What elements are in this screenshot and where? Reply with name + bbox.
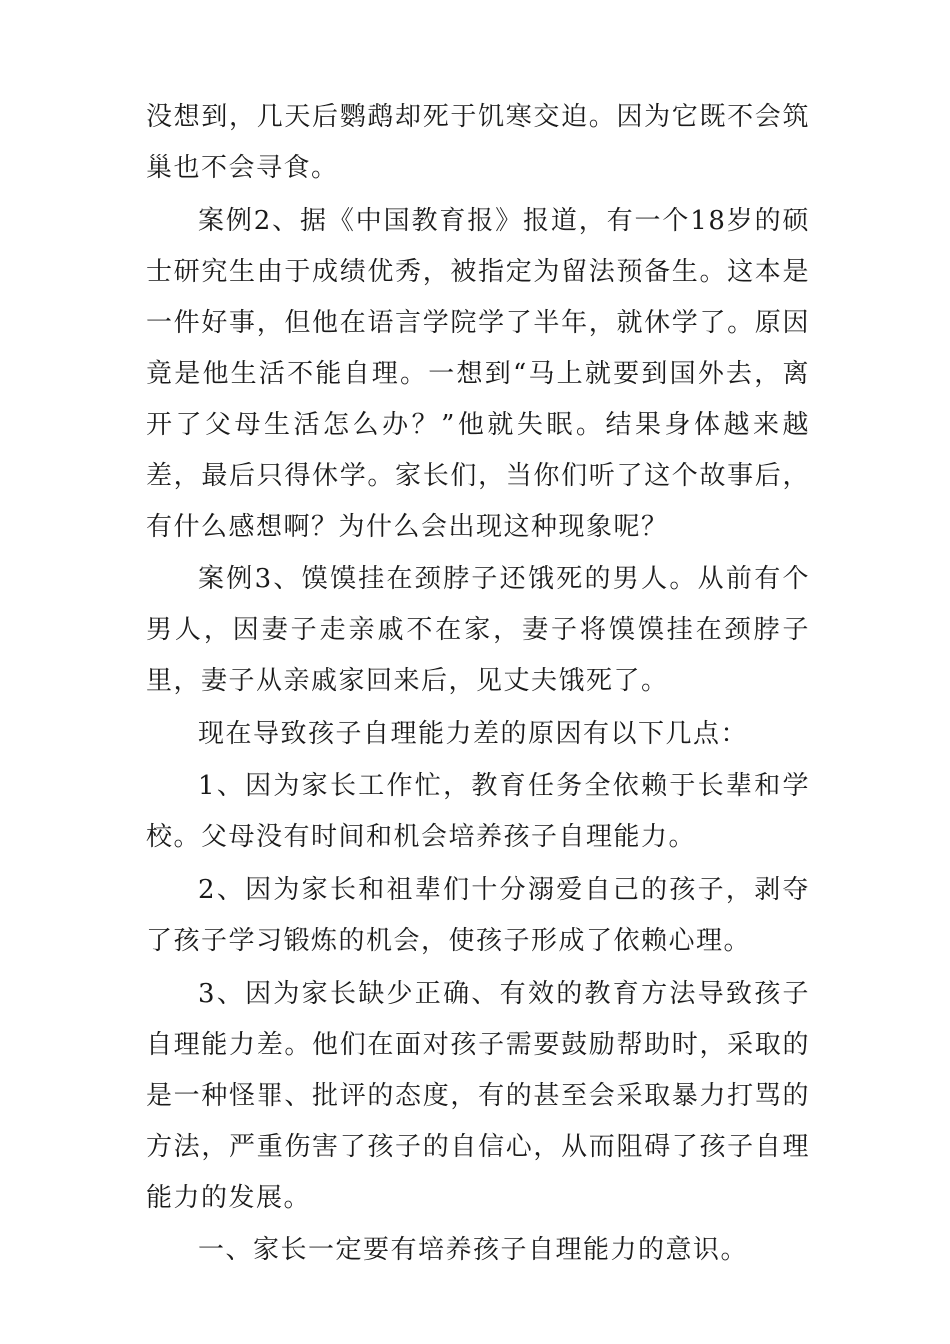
paragraph-causes-intro: 现在导致孩子自理能力差的原因有以下几点：	[198, 718, 749, 749]
paragraph-case-3: 案例3、馍馍挂在颈脖子还饿死的男人。从前有个男人，因妻子走亲戚不在家，妻子将馍馍挂在颈脖子里，妻子从亲戚家回来后，见丈夫饿死了。	[146, 564, 810, 697]
paragraph-cause-2: 2、因为家长和祖辈们十分溺爱自己的孩子，剥夺了孩子学习锻炼的机会，使孩子形成了依赖心理。	[146, 874, 810, 956]
paragraph-case-2: 案例2、据《中国教育报》报道，有一个18岁的硕士研究生由于成绩优秀，被指定为留法预备生。这本是一件好事，但他在语言学院学了半年，就休学了。原因竟是他生活不能自理。一想到“马上就要到国外去，离开了父母生活怎么办？”他就失眠。结果身体越来越差，最后只得休学。家长们，当你们听了这个故事后，有什么感想啊？为什么会出现这种现象呢？	[146, 205, 810, 542]
section-heading-awareness: 一、家长一定要有培养孩子自理能力的意识。	[198, 1235, 749, 1266]
paragraph-cause-3: 3、因为家长缺少正确、有效的教育方法导致孩子自理能力差。他们在面对孩子需要鼓励帮助时，采取的是一种怪罪、批评的态度，有的甚至会采取暴力打骂的方法，严重伤害了孩子的自信心，从而阻碍了孩子自理能力的发展。	[146, 978, 810, 1213]
paragraph-cause-1: 1、因为家长工作忙，教育任务全依赖于长辈和学校。父母没有时间和机会培养孩子自理能力。	[146, 771, 810, 853]
document-body	[146, 92, 810, 1278]
paragraph-parrot-ending: 没想到，几天后鹦鹉却死于饥寒交迫。因为它既不会筑巢也不会寻食。	[146, 102, 810, 183]
